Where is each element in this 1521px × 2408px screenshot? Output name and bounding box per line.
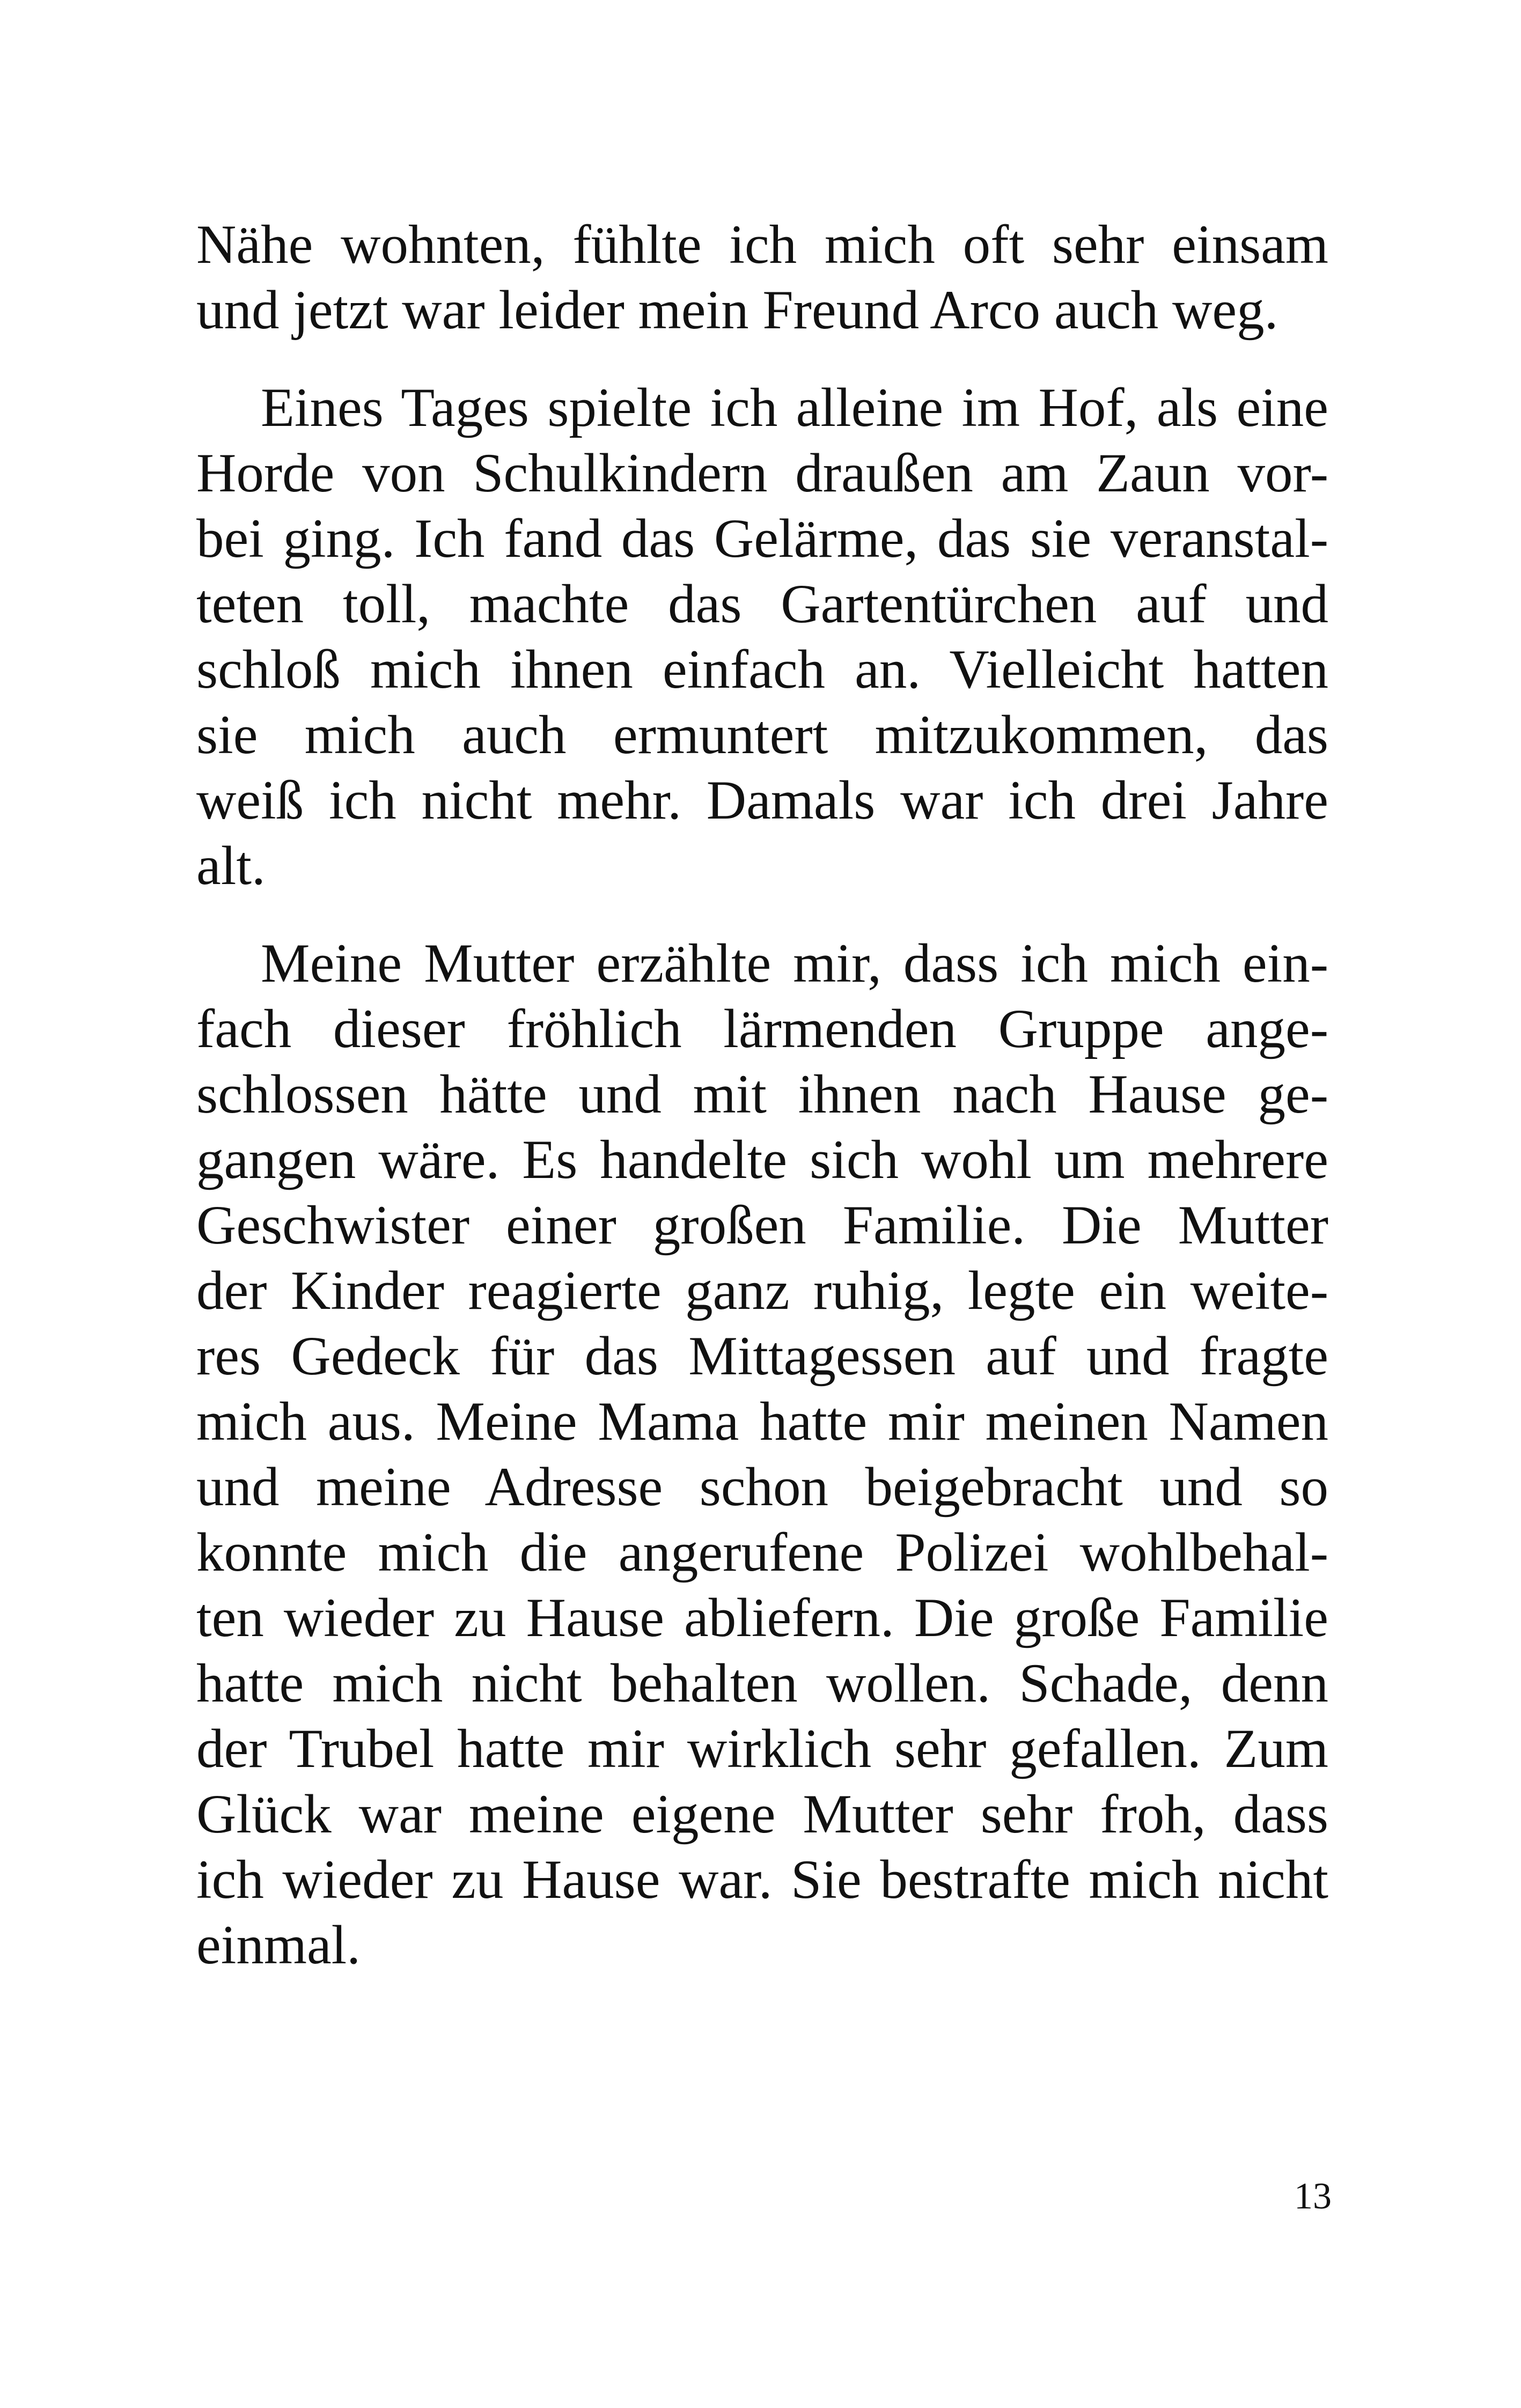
text-line: alt.: [196, 835, 266, 896]
text-line: und meine Adresse schon beigebracht und so: [196, 1456, 1328, 1518]
text-line: Horde von Schulkindern draußen am Zaun vor-: [196, 443, 1328, 504]
text-line: teten toll, machte das Gartentürchen auf und: [196, 573, 1328, 635]
text-line: gangen wäre. Es handelte sich wohl um mehrere: [196, 1129, 1328, 1190]
text-line: Eines Tages spielte ich alleine im Hof, als eine: [261, 377, 1328, 438]
text-line: konnte mich die angerufene Polizei wohlbehal-: [196, 1522, 1328, 1583]
text-line: ten wieder zu Hause abliefern. Die große Familie: [196, 1587, 1328, 1648]
body-text: [196, 212, 1328, 1978]
text-line: weiß ich nicht mehr. Damals war ich drei Jahre: [196, 770, 1328, 831]
text-line: sie mich auch ermuntert mitzukommen, das: [196, 704, 1328, 765]
text-line: der Trubel hatte mir wirklich sehr gefallen. Zum: [196, 1718, 1328, 1779]
text-line: hatte mich nicht behalten wollen. Schade, denn: [196, 1653, 1328, 1714]
text-line: der Kinder reagierte ganz ruhig, legte ein weite-: [196, 1260, 1328, 1321]
paragraph-1: [196, 212, 1328, 343]
text-line: Meine Mutter erzählte mir, dass ich mich ein-: [261, 933, 1328, 994]
text-line: fach dieser fröhlich lärmenden Gruppe ange-: [196, 998, 1328, 1059]
text-line: res Gedeck für das Mittagessen auf und fragte: [196, 1325, 1328, 1387]
paragraph-3: [196, 931, 1328, 1978]
page-number: 13: [1294, 2176, 1332, 2217]
text-line: Nähe wohnten, fühlte ich mich oft sehr einsam: [196, 214, 1328, 275]
text-line: einmal.: [196, 1914, 361, 1976]
text-line: Geschwister einer großen Familie. Die Mutter: [196, 1195, 1328, 1256]
text-line: schlossen hätte und mit ihnen nach Hause ge-: [196, 1064, 1328, 1125]
text-line: und jetzt war leider mein Freund Arco auch weg.: [196, 279, 1278, 341]
text-line: bei ging. Ich fand das Gelärme, das sie veranstal-: [196, 508, 1328, 569]
text-line: schloß mich ihnen einfach an. Vielleicht hatten: [196, 639, 1328, 700]
text-line: Glück war meine eigene Mutter sehr froh, dass: [196, 1784, 1328, 1845]
text-line: ich wieder zu Hause war. Sie bestrafte mich nicht: [196, 1849, 1328, 1910]
paragraph-2: [196, 375, 1328, 899]
text-line: mich aus. Meine Mama hatte mir meinen Namen: [196, 1391, 1328, 1452]
